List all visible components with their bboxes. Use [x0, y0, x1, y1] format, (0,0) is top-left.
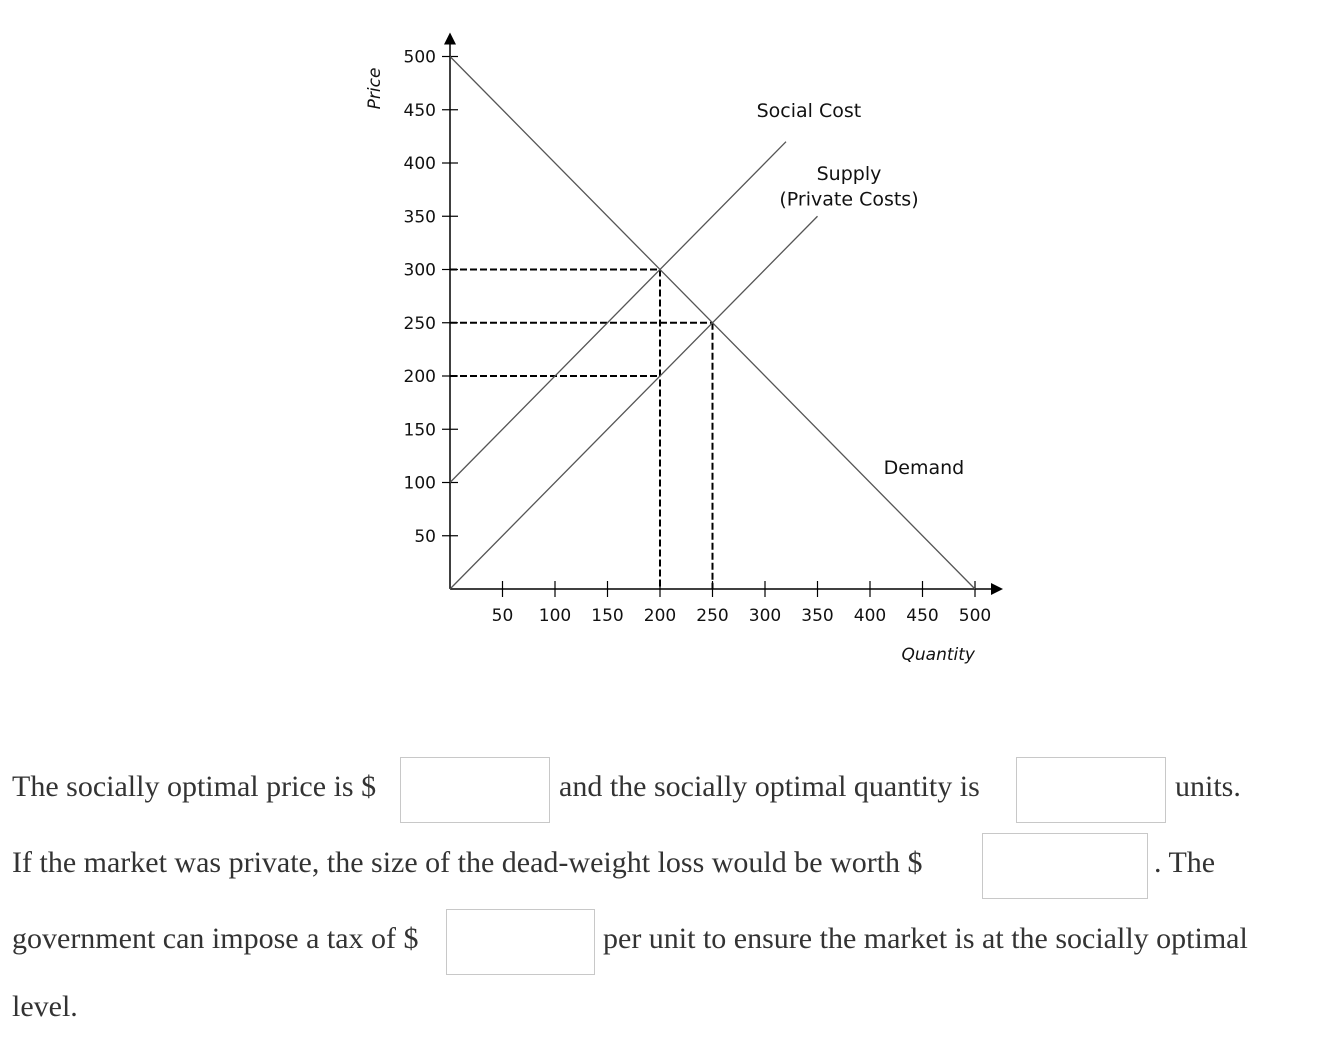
tax-answer-input[interactable] [446, 909, 595, 975]
x-tick-label: 150 [591, 606, 624, 626]
deadweight-loss-answer-input[interactable] [982, 833, 1148, 899]
question-line-2a: If the market was private, the size of the dead-weight loss would be worth $ [12, 846, 923, 879]
chart-ticks [404, 48, 992, 627]
x-tick-label: 100 [538, 606, 572, 626]
y-tick-label: 200 [403, 367, 436, 387]
x-tick-label: 400 [853, 606, 887, 626]
x-axis-title: Quantity [901, 645, 975, 665]
y-tick-label: 250 [403, 313, 436, 334]
y-tick-label: 50 [414, 526, 436, 547]
y-tick-label: 450 [403, 100, 436, 121]
supply-line [450, 216, 818, 589]
quantity-answer-input[interactable] [1016, 757, 1166, 823]
question-line-3a: government can impose a tax of $ [12, 922, 419, 955]
x-tick-label: 250 [696, 606, 729, 626]
question-line-2b: . The [1154, 846, 1216, 879]
question-line-1b: and the socially optimal quantity is [559, 770, 980, 803]
x-tick-label: 300 [748, 606, 782, 626]
y-tick-label: 500 [403, 47, 436, 68]
private-costs-label: (Private Costs) [779, 188, 919, 211]
price-answer-input[interactable] [400, 757, 550, 823]
x-tick-label: 350 [801, 606, 834, 626]
x-axis-arrow [991, 583, 1003, 595]
social-cost-label: Social Cost [756, 100, 862, 123]
x-tick-label: 50 [491, 606, 514, 626]
reference-lines [450, 270, 713, 590]
question-line-3b: per unit to ensure the market is at the socially optimal [603, 922, 1248, 955]
y-tick-label: 300 [403, 260, 436, 281]
y-tick-label: 150 [403, 420, 436, 441]
y-axis-title: Price [365, 67, 385, 110]
x-tick-label: 450 [906, 606, 939, 626]
social-cost-line [450, 142, 786, 483]
y-tick-label: 100 [403, 473, 436, 494]
demand-label: Demand [883, 456, 965, 479]
supply-label: Supply [816, 163, 882, 186]
question-line-4: level. [12, 990, 78, 1023]
y-tick-label: 350 [403, 207, 436, 228]
question-line-1a: The socially optimal price is $ [12, 770, 377, 803]
y-tick-label: 400 [403, 154, 436, 174]
y-axis-arrow [444, 33, 456, 45]
question-line-1c: units. [1175, 770, 1241, 803]
x-tick-label: 500 [958, 606, 992, 626]
x-tick-label: 200 [643, 606, 677, 626]
